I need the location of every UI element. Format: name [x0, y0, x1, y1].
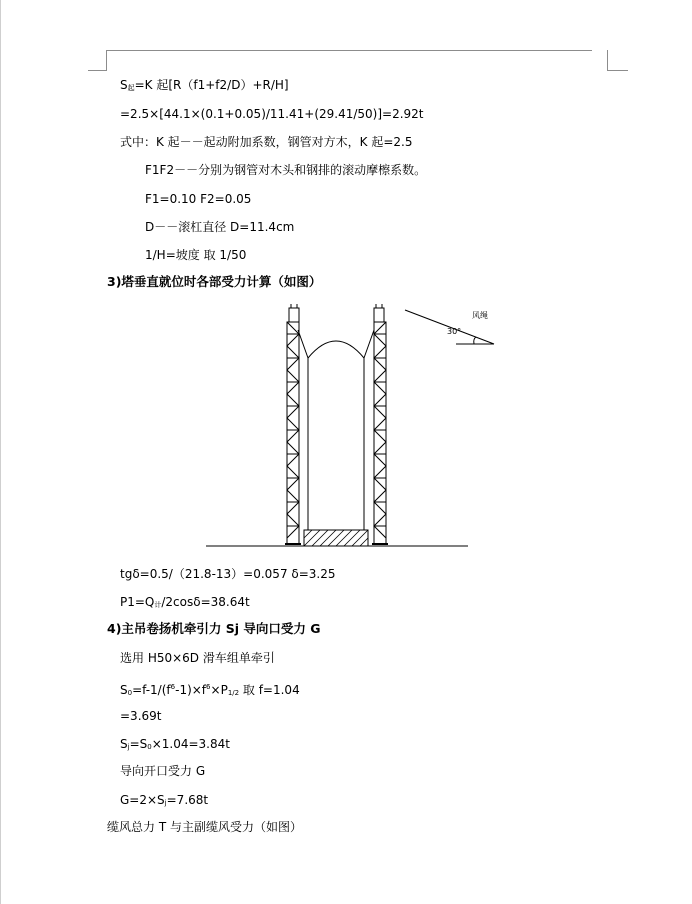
base-hatch: [304, 530, 368, 546]
formula-note-k: 式中：K 起－－起动附加系数，钢管对方木，K 起=2.5: [120, 135, 413, 149]
formula-g: $G=2\times S_j=7.68t$: [120, 793, 209, 807]
formula-s-result: =2.5×[44.1×(0.1+0.05)/11.41+(29.41/50)]=2.92t: [120, 107, 424, 121]
tower-erection-diagram: [200, 302, 500, 554]
page-edge: [0, 0, 1, 904]
section-heading-4: 4)主吊卷扬机牵引力 Sj 导向口受力 G: [107, 621, 321, 636]
formula-slope: 1/H=坡度 取 1/50: [145, 248, 247, 262]
guide-opening-force-label: 导向开口受力 G: [120, 764, 206, 778]
formula-note-f: F1F2－－分别为钢管对木头和钢排的滚动摩檫系数。: [145, 163, 427, 177]
formula-p1: $P1=Q_计/2\cos\delta=38.64t$: [120, 595, 250, 609]
left-gin-pole: [285, 304, 301, 544]
right-gin-pole: [372, 304, 388, 544]
rigging-right: [364, 330, 374, 358]
vessel-dome: [308, 341, 364, 358]
formula-f-values: F1=0.10 F2=0.05: [145, 192, 252, 206]
formula-sj: $S_j=S_0\times 1.04=3.84t$: [120, 737, 230, 751]
formula-s0: $S_0=f-1/(f^6-1)\times f^6\times P_{1/2}$ 取 f=1.04: [120, 683, 300, 697]
corner-mark-top-right: [607, 50, 628, 71]
formula-tg-delta: tgδ=0.5/（21.8-13）=0.057 δ=3.25: [120, 567, 336, 581]
angle-label: 30°: [447, 327, 462, 336]
formula-s-start: $S_起=K$ 起[R（f1+f2/D）+R/H]: [120, 78, 289, 92]
wind-rope-label: 风绳: [472, 311, 488, 320]
header-rule: [106, 50, 592, 51]
formula-s0-result: =3.69t: [120, 709, 162, 723]
corner-mark-top-left: [88, 50, 107, 71]
guy-rope-force-heading: 缆风总力 T 与主副缆风受力（如图）: [107, 820, 302, 834]
formula-d-value: D－－滚杠直径 D=11.4cm: [145, 220, 295, 234]
pulley-selection: 选用 H50×6D 滑车组单牵引: [120, 651, 275, 665]
section-heading-3: 3)塔垂直就位时各部受力计算（如图）: [107, 274, 322, 289]
angle-arc: [474, 337, 476, 344]
